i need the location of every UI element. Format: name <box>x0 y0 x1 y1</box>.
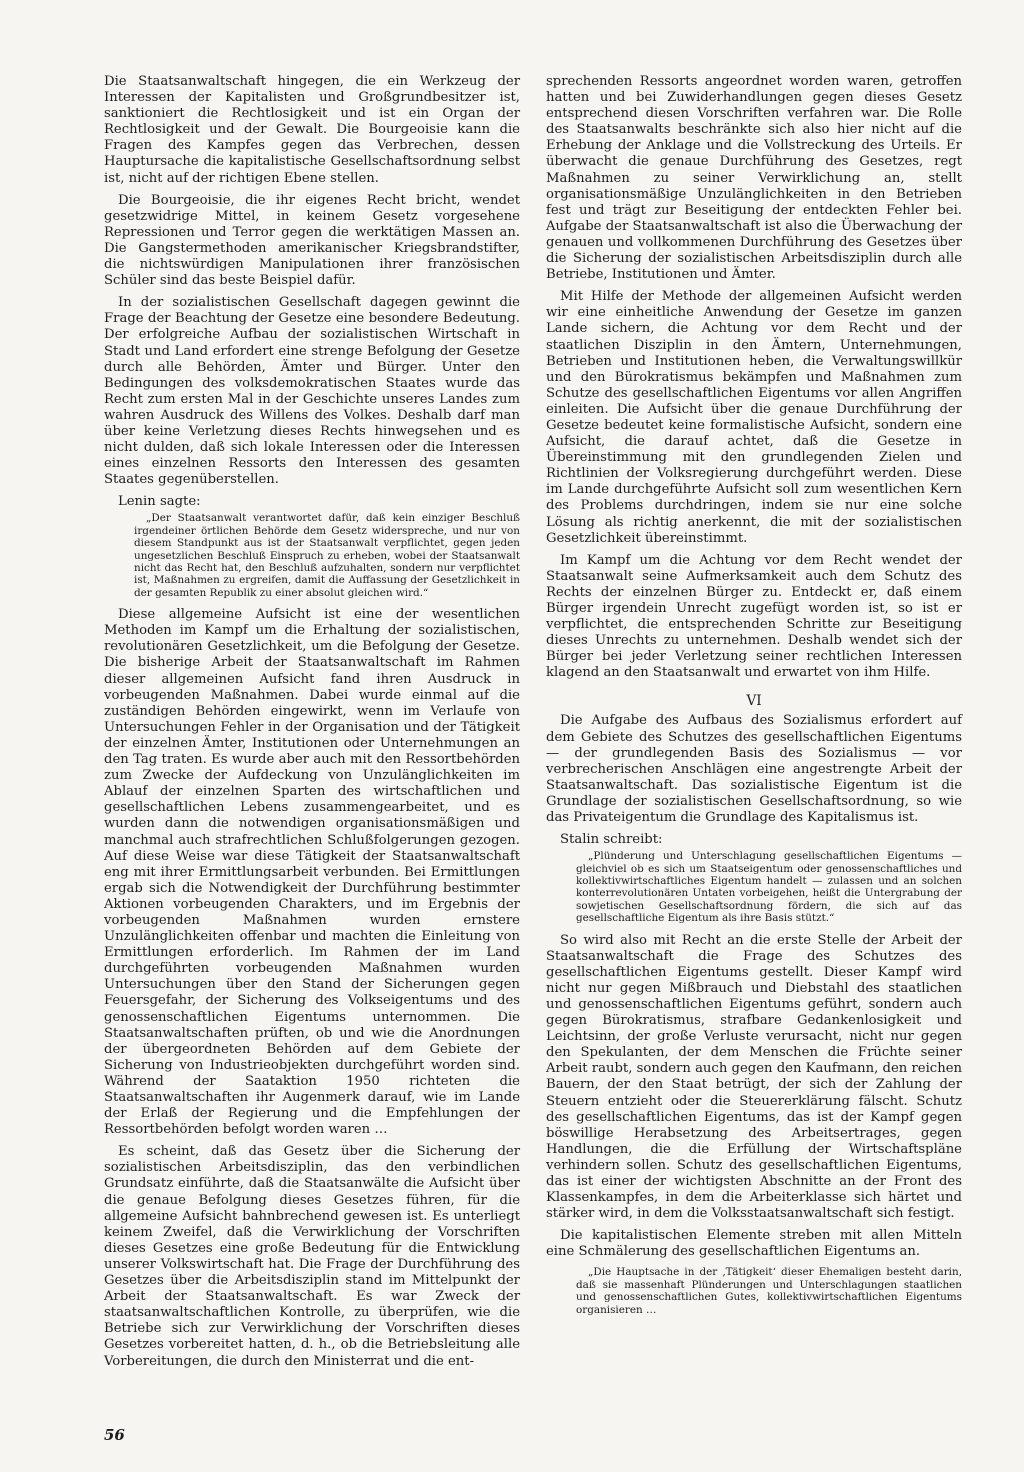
paragraph: Im Kampf um die Achtung vor dem Recht wendet der Staatsanwalt seine Aufmerksamkeit auch dem Schutz des Rechts der einzelnen Bürger zu. Entdeckt er, daß einem Bürger irgendein Unrecht zugefügt worden ist, so ist er verpflichtet, die entsprechenden Schritte zur Beseitigung dieses Unrechts zu unternehmen. Deshalb wendet sich der Bürger bei jeder Verletzung seiner rechtlichen Interessen klagend an den Staatsanwalt und erwartet von ihm Hilfe. <box>546 552 962 681</box>
quote-intro: Stalin schreibt: <box>560 832 663 848</box>
quote-text: „Der Staatsanwalt verantwortet dafür, daß kein einziger Beschluß irgendeiner örtlichen Behörde dem Gesetz widerspreche, und nur von diesem Standpunkt aus ist der Staatsanwalt verpflichtet, gegen jeden ungesetzlichen Beschluß Einspruch zu erheben, wobei der Staatsanwalt nicht das Recht hat, den Beschluß aufzuhalten, sondern nur verpflichtet ist, Maßnahmen zu ergreifen, damit die Auffassung der Gesetzlichkeit in der gesamten Republik zu einer absolut gleichen wird.“ <box>134 512 520 599</box>
right-column <box>546 74 962 1324</box>
paragraph: Es scheint, daß das Gesetz über die Sicherung der sozialistischen Arbeitsdisziplin, das den verbindlichen Grundsatz einführte, daß die Staatsanwälte die Aufsicht über die genaue Befolgung dieses Gesetzes führen, für die allgemeine Aufsicht bahnbrechend gewesen ist. Es unterliegt keinem Zweifel, daß die Verwirklichung der Vorschriften dieses Gesetzes eine große Bedeutung für die Entwicklung unserer Volkswirtschaft hat. Die Frage der Durchführung des Gesetzes über die Arbeitsdisziplin stand im Mittelpunkt der Arbeit der Staatsanwaltschaft. Es war Zweck der staatsanwaltschaftlichen Kontrolle, zu überprüfen, wie die Betriebe sich zur Verwirklichung der Vorschriften dieses Gesetzes vorbereitet hatten, d. h., ob die Betriebsleitung alle Vorbereitungen, die durch den Ministerrat und die ent- <box>104 1144 520 1369</box>
quote-text: „Die Hauptsache in der ‚Tätigkeit‘ dieser Ehemaligen besteht darin, daß sie massenhaft Plünderungen und Unterschlagungen staatlichen und genossenschaftlichen Gutes, kollektivwirtschaftlichen Eigentums organisieren … <box>576 1266 962 1316</box>
left-column <box>104 74 520 1376</box>
block-quote <box>576 850 962 924</box>
paragraph: Diese allgemeine Aufsicht ist eine der wesentlichen Methoden im Kampf um die Erhaltung der sozialistischen, revolutionären Gesetzlichkeit, um die Befolgung der Gesetze. Die bisherige Arbeit der Staatsanwaltschaft im Rahmen dieser allgemeinen Aufsicht fand ihren Ausdruck in vorbeugenden Maßnahmen. Dabei wurde einmal auf die zuständigen Behörden eingewirkt, wenn im Verlaufe von Untersuchungen Fehler in der Organisation und der Tätigkeit der einzelnen Ämter, Institutionen oder Unternehmungen an den Tag traten. Es wurde aber auch mit den Ressortbehörden zum Zwecke der Aufdeckung von Unzulänglichkeiten im Ablauf der einzelnen Sparten des wirtschaftlichen und gesellschaftlichen Lebens zusammengearbeitet, und es wurden dann die notwendigen organisationsmäßigen und manchmal auch strafrechtlichen Schlußfolgerungen gezogen. Auf diese Weise war diese Tätigkeit der Staatsanwaltschaft eng mit ihrer Ermittlungsarbeit verbunden. Bei Ermittlungen ergab sich die Notwendigkeit der Durchführung bestimmter Aktionen vorbeugenden Charakters, und im Ergebnis der vorbeugenden Maßnahmen wurden ernstere Unzulänglichkeiten offenbar und machten die Einleitung von Ermittlungen erforderlich. Im Rahmen der im Land durchgeführten vorbeugenden Maßnahmen wurden Untersuchungen über den Stand der Sicherungen gegen Feuersgefahr, der Sicherung des Volkseigentums und des genossenschaftlichen Eigentums unternommen. Die Staatsanwaltschaften prüften, ob und wie die Anordnungen der übergeordneten Behörden auf dem Gebiete der Sicherung von Industrieobjekten durchgeführt worden sind. Während der Saataktion 1950 richteten die Staatsanwaltschaften ihr Augenmerk darauf, wie im Lande der Erlaß der Regierung und die Empfehlungen der Ressortbehörden befolgt worden waren … <box>104 607 520 1138</box>
block-quote <box>576 1266 962 1316</box>
paragraph: In der sozialistischen Gesellschaft dagegen gewinnt die Frage der Beachtung der Gesetze eine besondere Bedeutung. Der erfolgreiche Aufbau der sozialistischen Wirtschaft in Stadt und Land erfordert eine strenge Befolgung der Gesetze durch alle Behörden, Ämter und Bürger. Unter den Bedingungen des volksdemokratischen Staates wurde das Recht zum ersten Mal in der Geschichte unseres Landes zum wahren Ausdruck des Willens des Volkes. Deshalb darf man über keine Verletzung dieses Rechts hinwegsehen und es nicht dulden, daß sich lokale Interessen oder die Interessen eines einzelnen Ressorts den Interessen des gesamten Staates gegenüberstellen. <box>104 295 520 488</box>
quote-text: „Plünderung und Unterschlagung gesellschaftlichen Eigentums — gleichviel ob es sich um Staatseigentum oder genossenschaftliches und kollektivwirtschaftliches Eigentum handelt — zulassen und an solchen konterrevolutionären Untaten vorbeigehen, heißt die Untergrabung der sowjetischen Gesellschaftsordnung fördern, die sich auf das gesellschaftliche Eigentum als ihre Basis stützt.“ <box>576 850 962 925</box>
block-quote <box>134 512 520 599</box>
document-page <box>104 74 964 1434</box>
paragraph: So wird also mit Recht an die erste Stelle der Arbeit der Staatsanwaltschaft die Frage des Schutzes des gesellschaftlichen Eigentums gestellt. Dieser Kampf wird nicht nur gegen Mißbrauch und Diebstahl des staatlichen und genossenschaftlichen Eigentums geführt, sondern auch gegen Bürokratismus, strafbare Gedankenlosigkeit und Leichtsinn, der große Verluste verursacht, nicht nur gegen den Spekulanten, der dem Menschen die Früchte seiner Arbeit raubt, sondern auch gegen den Kaufmann, den reichen Bauern, der den Staat betrügt, der sich der Zahlung der Steuern entzieht oder die Steuererklärung fälscht. Schutz des gesellschaftlichen Eigentums, das ist der Kampf gegen böswillige Herabsetzung des Arbeitsertrages, gegen Handlungen, die die Erfüllung der Wirtschaftspläne verhindern sollen. Schutz des gesellschaftlichen Eigentums, das ist einer der wichtigsten Abschnitte an der Front des Klassenkampfes, in dem die Arbeiterklasse sich härtet und stärker wird, in dem die Volksstaatsanwaltschaft sich festigt. <box>546 932 962 1222</box>
paragraph: Die Bourgeoisie, die ihr eigenes Recht bricht, wendet gesetzwidrige Mittel, in keinem Gesetz vorgesehene Repressionen und Terror gegen die werktätigen Massen an. Die Gangstermethoden amerikanischer Kriegsbrandstifter, die nichtswürdigen Manipulationen ihrer französischen Schüler sind das beste Beispiel dafür. <box>104 192 520 289</box>
section-heading: VI <box>746 693 762 710</box>
paragraph: Die Aufgabe des Aufbaus des Sozialismus erfordert auf dem Gebiete des Schutzes des gesellschaftlichen Eigentums — der grundlegenden Basis des Sozialismus — vor verbrecherischen Anschlägen eine angestrengte Arbeit der Staatsanwaltschaft. Das sozialistische Eigentum ist die Grundlage der sozialistischen Gesellschaftsordnung, so wie das Privateigentum die Grundlage des Kapitalismus ist. <box>546 713 962 826</box>
paragraph: Die kapitalistischen Elemente streben mit allen Mitteln eine Schmälerung des gesellschaftlichen Eigentums an. <box>546 1228 962 1260</box>
page-number: 56 <box>104 1426 125 1444</box>
paragraph: Mit Hilfe der Methode der allgemeinen Aufsicht werden wir eine einheitliche Anwendung der Gesetze im ganzen Lande sichern, die Achtung vor dem Recht und der staatlichen Disziplin in den Ämtern, Unternehmungen, Betrieben und Institutionen heben, die Verwaltungswillkür und den Bürokratismus bekämpfen und Maßnahmen zum Schutze des gesellschaftlichen Eigentums vor allen Angriffen einleiten. Die Aufsicht über die genaue Durchführung der Gesetze bedeutet keine formalistische Aufsicht, sondern eine Aufsicht, die darauf achtet, daß die Gesetze in Übereinstimmung mit den grundlegenden Zielen und Richtlinien der Volksregierung durchgeführt werden. Diese im Lande durchgeführte Aufsicht soll zum wesentlichen Kern des Problems durchdringen, indem sie nur eine solche Lösung als richtig anerkennt, die mit der sozialistischen Gesetzlichkeit übereinstimmt. <box>546 289 962 546</box>
paragraph: sprechenden Ressorts angeordnet worden waren, getroffen hatten und bei Zuwiderhandlungen gegen dieses Gesetz entsprechend diesen Vorschriften verfahren war. Die Rolle des Staatsanwalts beschränkte sich also hier nicht auf die Erhebung der Anklage und die Vollstreckung des Urteils. Er überwacht die genaue Durchführung des Gesetzes, regt Maßnahmen zu seiner Verwirklichung an, stellt organisationsmäßige Unzulänglichkeiten in den Betrieben fest und trägt zur Beseitigung der entdeckten Fehler bei. Aufgabe der Staatsanwaltschaft ist also die Überwachung der genauen und vollkommenen Durchführung des Gesetzes über die Sicherung der sozialistischen Arbeitsdisziplin durch alle Betriebe, Institutionen und Ämter. <box>546 74 962 283</box>
quote-intro: Lenin sagte: <box>118 494 201 510</box>
paragraph: Die Staatsanwaltschaft hingegen, die ein Werkzeug der Interessen der Kapitalisten und Großgrundbesitzer ist, sanktioniert die Rechtlosigkeit und ist ein Organ der Rechtlosigkeit und der Gewalt. Die Bourgeoisie kann die Fragen des Kampfes gegen das Verbrechen, dessen Hauptursache die kapitalistische Gesellschaftsordnung selbst ist, nicht auf der richtigen Ebene stellen. <box>104 74 520 186</box>
